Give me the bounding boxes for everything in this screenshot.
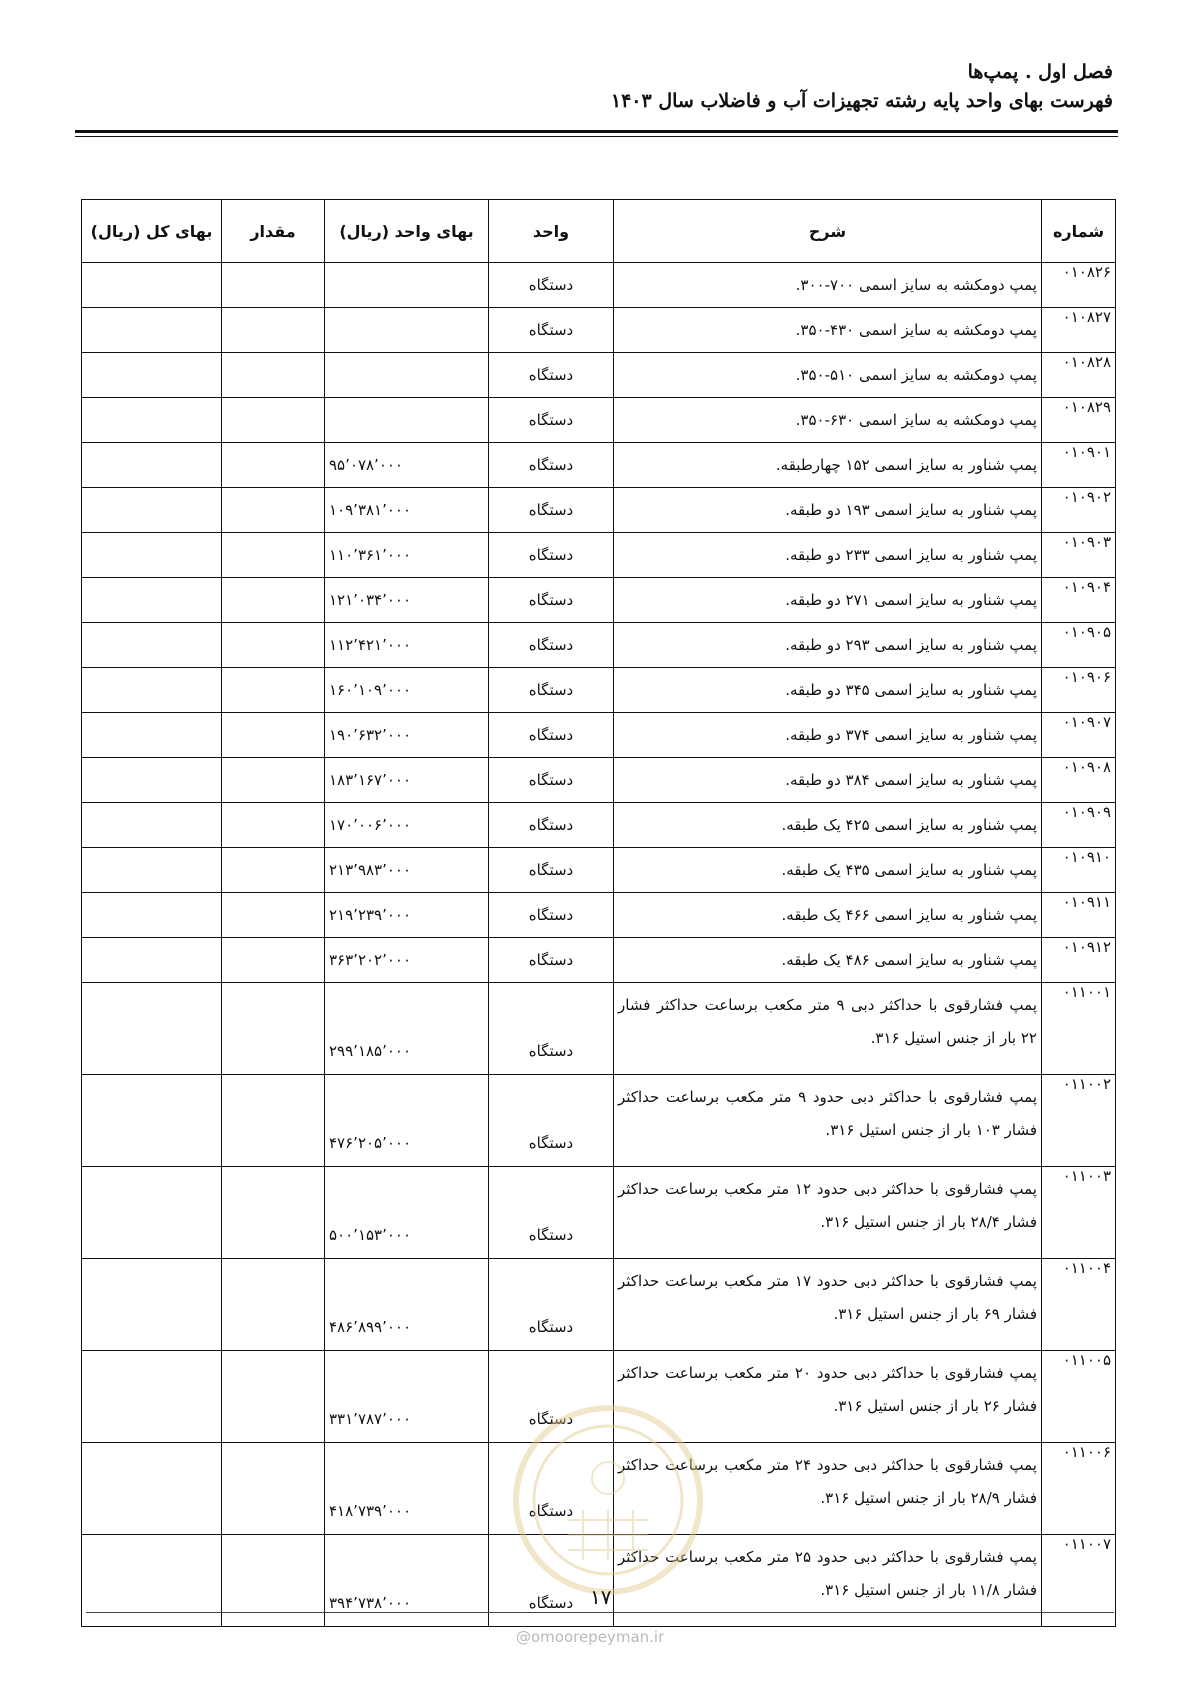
item-description: پمپ فشارقوی با حداکثر دبی حدود ۱۲ متر مکعب برساعت حداکثر فشار ۲۸/۴ بار از جنس استیل ۳۱۶.: [614, 1167, 1042, 1259]
item-unit: دستگاه: [489, 623, 614, 668]
item-number: ۰۱۰۹۰۸: [1042, 758, 1116, 803]
table-row: [82, 803, 1116, 848]
item-number: ۰۱۰۸۲۹: [1042, 398, 1116, 443]
item-unit-price: ۵۰۰٬۱۵۳٬۰۰۰: [325, 1167, 489, 1259]
item-description: پمپ شناور به سایز اسمی ۴۶۶ یک طبقه.: [614, 893, 1042, 938]
item-number: ۰۱۱۰۰۷: [1042, 1535, 1116, 1627]
item-description: پمپ دومکشه به سایز اسمی ۷۰۰-۳۰۰.: [614, 263, 1042, 308]
item-description: پمپ شناور به سایز اسمی ۲۳۳ دو طبقه.: [614, 533, 1042, 578]
item-description: پمپ دومکشه به سایز اسمی ۶۳۰-۳۵۰.: [614, 398, 1042, 443]
item-unit-price: ۱۸۳٬۱۶۷٬۰۰۰: [325, 758, 489, 803]
item-unit-price: ۱۱۰٬۳۶۱٬۰۰۰: [325, 533, 489, 578]
item-number: ۰۱۱۰۰۶: [1042, 1443, 1116, 1535]
item-unit: دستگاه: [489, 1259, 614, 1351]
item-unit-price: ۱۰۹٬۳۸۱٬۰۰۰: [325, 488, 489, 533]
item-unit: دستگاه: [489, 1075, 614, 1167]
page-header: [73, 58, 1113, 116]
item-number: ۰۱۰۹۰۷: [1042, 713, 1116, 758]
item-number: ۰۱۱۰۰۴: [1042, 1259, 1116, 1351]
table-row: [82, 443, 1116, 488]
item-total-price: [82, 1259, 222, 1351]
item-number: ۰۱۰۹۰۵: [1042, 623, 1116, 668]
item-unit: دستگاه: [489, 803, 614, 848]
table-row: [82, 713, 1116, 758]
item-number: ۰۱۰۹۰۶: [1042, 668, 1116, 713]
item-total-price: [82, 578, 222, 623]
item-total-price: [82, 713, 222, 758]
item-description: پمپ شناور به سایز اسمی ۳۴۵ دو طبقه.: [614, 668, 1042, 713]
table-row: [82, 398, 1116, 443]
item-total-price: [82, 938, 222, 983]
item-unit-price: ۲۱۳٬۹۸۳٬۰۰۰: [325, 848, 489, 893]
item-description: پمپ فشارقوی با حداکثر دبی حدود ۲۴ متر مکعب برساعت حداکثر فشار ۲۸/۹ بار از جنس استیل ۳۱۶.: [614, 1443, 1042, 1535]
item-total-price: [82, 353, 222, 398]
item-unit-price: ۱۹۰٬۶۳۲٬۰۰۰: [325, 713, 489, 758]
item-number: ۰۱۰۹۰۹: [1042, 803, 1116, 848]
item-description: پمپ فشارقوی با حداکثر دبی ۹ متر مکعب برساعت حداکثر فشار ۲۲ بار از جنس استیل ۳۱۶.: [614, 983, 1042, 1075]
table-row: [82, 983, 1116, 1075]
item-description: پمپ فشارقوی با حداکثر دبی حدود ۹ متر مکعب برساعت حداکثر فشار ۱۰۳ بار از جنس استیل ۳۱۶.: [614, 1075, 1042, 1167]
table-row: [82, 893, 1116, 938]
item-quantity: [222, 758, 325, 803]
item-unit-price: ۱۲۱٬۰۳۴٬۰۰۰: [325, 578, 489, 623]
item-description: پمپ شناور به سایز اسمی ۴۲۵ یک طبقه.: [614, 803, 1042, 848]
item-unit-price: [325, 308, 489, 353]
item-unit-price: ۱۶۰٬۱۰۹٬۰۰۰: [325, 668, 489, 713]
item-unit: دستگاه: [489, 308, 614, 353]
item-unit: دستگاه: [489, 668, 614, 713]
item-total-price: [82, 308, 222, 353]
item-number: ۰۱۰۹۱۱: [1042, 893, 1116, 938]
item-description: پمپ دومکشه به سایز اسمی ۴۳۰-۳۵۰.: [614, 308, 1042, 353]
item-unit: دستگاه: [489, 353, 614, 398]
document-title: فهرست بهای واحد پایه رشته تجهیزات آب و فاضلاب سال ۱۴۰۳: [610, 90, 1113, 112]
item-description: پمپ شناور به سایز اسمی ۳۷۴ دو طبقه.: [614, 713, 1042, 758]
item-unit: دستگاه: [489, 848, 614, 893]
table-row: [82, 578, 1116, 623]
item-unit: دستگاه: [489, 893, 614, 938]
item-unit: دستگاه: [489, 1535, 614, 1627]
item-unit-price: ۳۳۱٬۷۸۷٬۰۰۰: [325, 1351, 489, 1443]
item-unit: دستگاه: [489, 263, 614, 308]
item-description: پمپ شناور به سایز اسمی ۱۹۳ دو طبقه.: [614, 488, 1042, 533]
item-unit: دستگاه: [489, 713, 614, 758]
column-header-unit: واحد: [489, 200, 614, 263]
page-number: ۱۷: [590, 1585, 612, 1609]
item-quantity: [222, 938, 325, 983]
table-row: [82, 1259, 1116, 1351]
table-row: [82, 623, 1116, 668]
item-description: پمپ شناور به سایز اسمی ۱۵۲ چهارطبقه.: [614, 443, 1042, 488]
item-description: پمپ فشارقوی با حداکثر دبی حدود ۱۷ متر مکعب برساعت حداکثر فشار ۶۹ بار از جنس استیل ۳۱۶.: [614, 1259, 1042, 1351]
item-unit-price: ۲۱۹٬۲۳۹٬۰۰۰: [325, 893, 489, 938]
item-quantity: [222, 578, 325, 623]
table-row: [82, 263, 1116, 308]
item-quantity: [222, 443, 325, 488]
item-total-price: [82, 1351, 222, 1443]
item-total-price: [82, 803, 222, 848]
item-number: ۰۱۰۹۰۱: [1042, 443, 1116, 488]
item-unit: دستگاه: [489, 533, 614, 578]
item-description: پمپ دومکشه به سایز اسمی ۵۱۰-۳۵۰.: [614, 353, 1042, 398]
item-total-price: [82, 668, 222, 713]
item-quantity: [222, 398, 325, 443]
item-total-price: [82, 443, 222, 488]
item-unit: دستگاه: [489, 578, 614, 623]
item-number: ۰۱۰۹۱۲: [1042, 938, 1116, 983]
item-description: پمپ فشارقوی با حداکثر دبی حدود ۲۵ متر مکعب برساعت حداکثر فشار ۱۱/۸ بار از جنس استیل ۳۱۶.: [614, 1535, 1042, 1627]
item-unit-price: [325, 263, 489, 308]
item-unit-price: ۳۹۴٬۷۳۸٬۰۰۰: [325, 1535, 489, 1627]
item-total-price: [82, 893, 222, 938]
item-unit: دستگاه: [489, 983, 614, 1075]
item-number: ۰۱۱۰۰۱: [1042, 983, 1116, 1075]
item-number: ۰۱۰۹۰۲: [1042, 488, 1116, 533]
item-number: ۰۱۰۹۰۴: [1042, 578, 1116, 623]
item-quantity: [222, 1443, 325, 1535]
item-quantity: [222, 668, 325, 713]
item-description: پمپ شناور به سایز اسمی ۲۹۳ دو طبقه.: [614, 623, 1042, 668]
item-unit-price: ۴۸۶٬۸۹۹٬۰۰۰: [325, 1259, 489, 1351]
item-unit-price: [325, 353, 489, 398]
item-quantity: [222, 533, 325, 578]
item-number: ۰۱۰۹۰۳: [1042, 533, 1116, 578]
item-quantity: [222, 983, 325, 1075]
item-total-price: [82, 488, 222, 533]
column-header-total-price: بهای کل (ریال): [82, 200, 222, 263]
item-description: پمپ شناور به سایز اسمی ۲۷۱ دو طبقه.: [614, 578, 1042, 623]
table-row: [82, 488, 1116, 533]
watermark-text: @omoorepeyman.ir: [516, 1628, 665, 1646]
header-rule-thin: [75, 136, 1118, 137]
column-header-unit-price: بهای واحد (ریال): [325, 200, 489, 263]
item-total-price: [82, 983, 222, 1075]
column-header-description: شرح: [614, 200, 1042, 263]
item-quantity: [222, 713, 325, 758]
item-total-price: [82, 758, 222, 803]
item-unit-price: ۴۱۸٬۷۳۹٬۰۰۰: [325, 1443, 489, 1535]
column-header-number: شماره: [1042, 200, 1116, 263]
item-number: ۰۱۰۸۲۷: [1042, 308, 1116, 353]
item-number: ۰۱۰۹۱۰: [1042, 848, 1116, 893]
item-unit-price: ۲۹۹٬۱۸۵٬۰۰۰: [325, 983, 489, 1075]
item-description: پمپ شناور به سایز اسمی ۴۸۶ یک طبقه.: [614, 938, 1042, 983]
item-total-price: [82, 1167, 222, 1259]
item-unit-price: ۱۷۰٬۰۰۶٬۰۰۰: [325, 803, 489, 848]
item-number: ۰۱۱۰۰۲: [1042, 1075, 1116, 1167]
item-quantity: [222, 803, 325, 848]
item-unit: دستگاه: [489, 1167, 614, 1259]
item-quantity: [222, 263, 325, 308]
table-row: [82, 938, 1116, 983]
table-row: [82, 848, 1116, 893]
item-total-price: [82, 848, 222, 893]
item-description: پمپ شناور به سایز اسمی ۴۳۵ یک طبقه.: [614, 848, 1042, 893]
table-row: [82, 1075, 1116, 1167]
table-row: [82, 353, 1116, 398]
item-quantity: [222, 848, 325, 893]
item-quantity: [222, 1351, 325, 1443]
item-unit-price: ۴۷۶٬۲۰۵٬۰۰۰: [325, 1075, 489, 1167]
column-header-quantity: مقدار: [222, 200, 325, 263]
item-unit: دستگاه: [489, 938, 614, 983]
item-total-price: [82, 623, 222, 668]
table-row: [82, 1167, 1116, 1259]
item-unit-price: ۹۵٬۰۷۸٬۰۰۰: [325, 443, 489, 488]
item-quantity: [222, 1075, 325, 1167]
table-header-row: [82, 200, 1116, 263]
item-quantity: [222, 488, 325, 533]
item-quantity: [222, 893, 325, 938]
item-quantity: [222, 308, 325, 353]
header-rule-thick: [75, 130, 1118, 133]
footer-rule: [86, 1612, 1114, 1613]
watermark-seal-icon: [508, 1400, 708, 1600]
item-total-price: [82, 398, 222, 443]
item-quantity: [222, 1167, 325, 1259]
item-unit: دستگاه: [489, 1351, 614, 1443]
item-unit: دستگاه: [489, 398, 614, 443]
item-unit-price: [325, 398, 489, 443]
item-description: پمپ شناور به سایز اسمی ۳۸۴ دو طبقه.: [614, 758, 1042, 803]
item-unit: دستگاه: [489, 488, 614, 533]
item-unit: دستگاه: [489, 758, 614, 803]
item-number: ۰۱۰۸۲۸: [1042, 353, 1116, 398]
item-number: ۰۱۰۸۲۶: [1042, 263, 1116, 308]
table-row: [82, 533, 1116, 578]
item-number: ۰۱۱۰۰۵: [1042, 1351, 1116, 1443]
item-unit: دستگاه: [489, 1443, 614, 1535]
item-total-price: [82, 1075, 222, 1167]
item-number: ۰۱۱۰۰۳: [1042, 1167, 1116, 1259]
item-quantity: [222, 353, 325, 398]
table-row: [82, 668, 1116, 713]
table-row: [82, 308, 1116, 353]
item-total-price: [82, 533, 222, 578]
item-total-price: [82, 1443, 222, 1535]
item-total-price: [82, 263, 222, 308]
item-unit: دستگاه: [489, 443, 614, 488]
item-quantity: [222, 623, 325, 668]
table-row: [82, 758, 1116, 803]
item-description: پمپ فشارقوی با حداکثر دبی حدود ۲۰ متر مکعب برساعت حداکثر فشار ۲۶ بار از جنس استیل ۳۱۶.: [614, 1351, 1042, 1443]
item-quantity: [222, 1259, 325, 1351]
item-unit-price: ۳۶۳٬۲۰۲٬۰۰۰: [325, 938, 489, 983]
item-unit-price: ۱۱۲٬۴۲۱٬۰۰۰: [325, 623, 489, 668]
chapter-title: فصل اول . پمپ‌ها: [967, 61, 1113, 83]
